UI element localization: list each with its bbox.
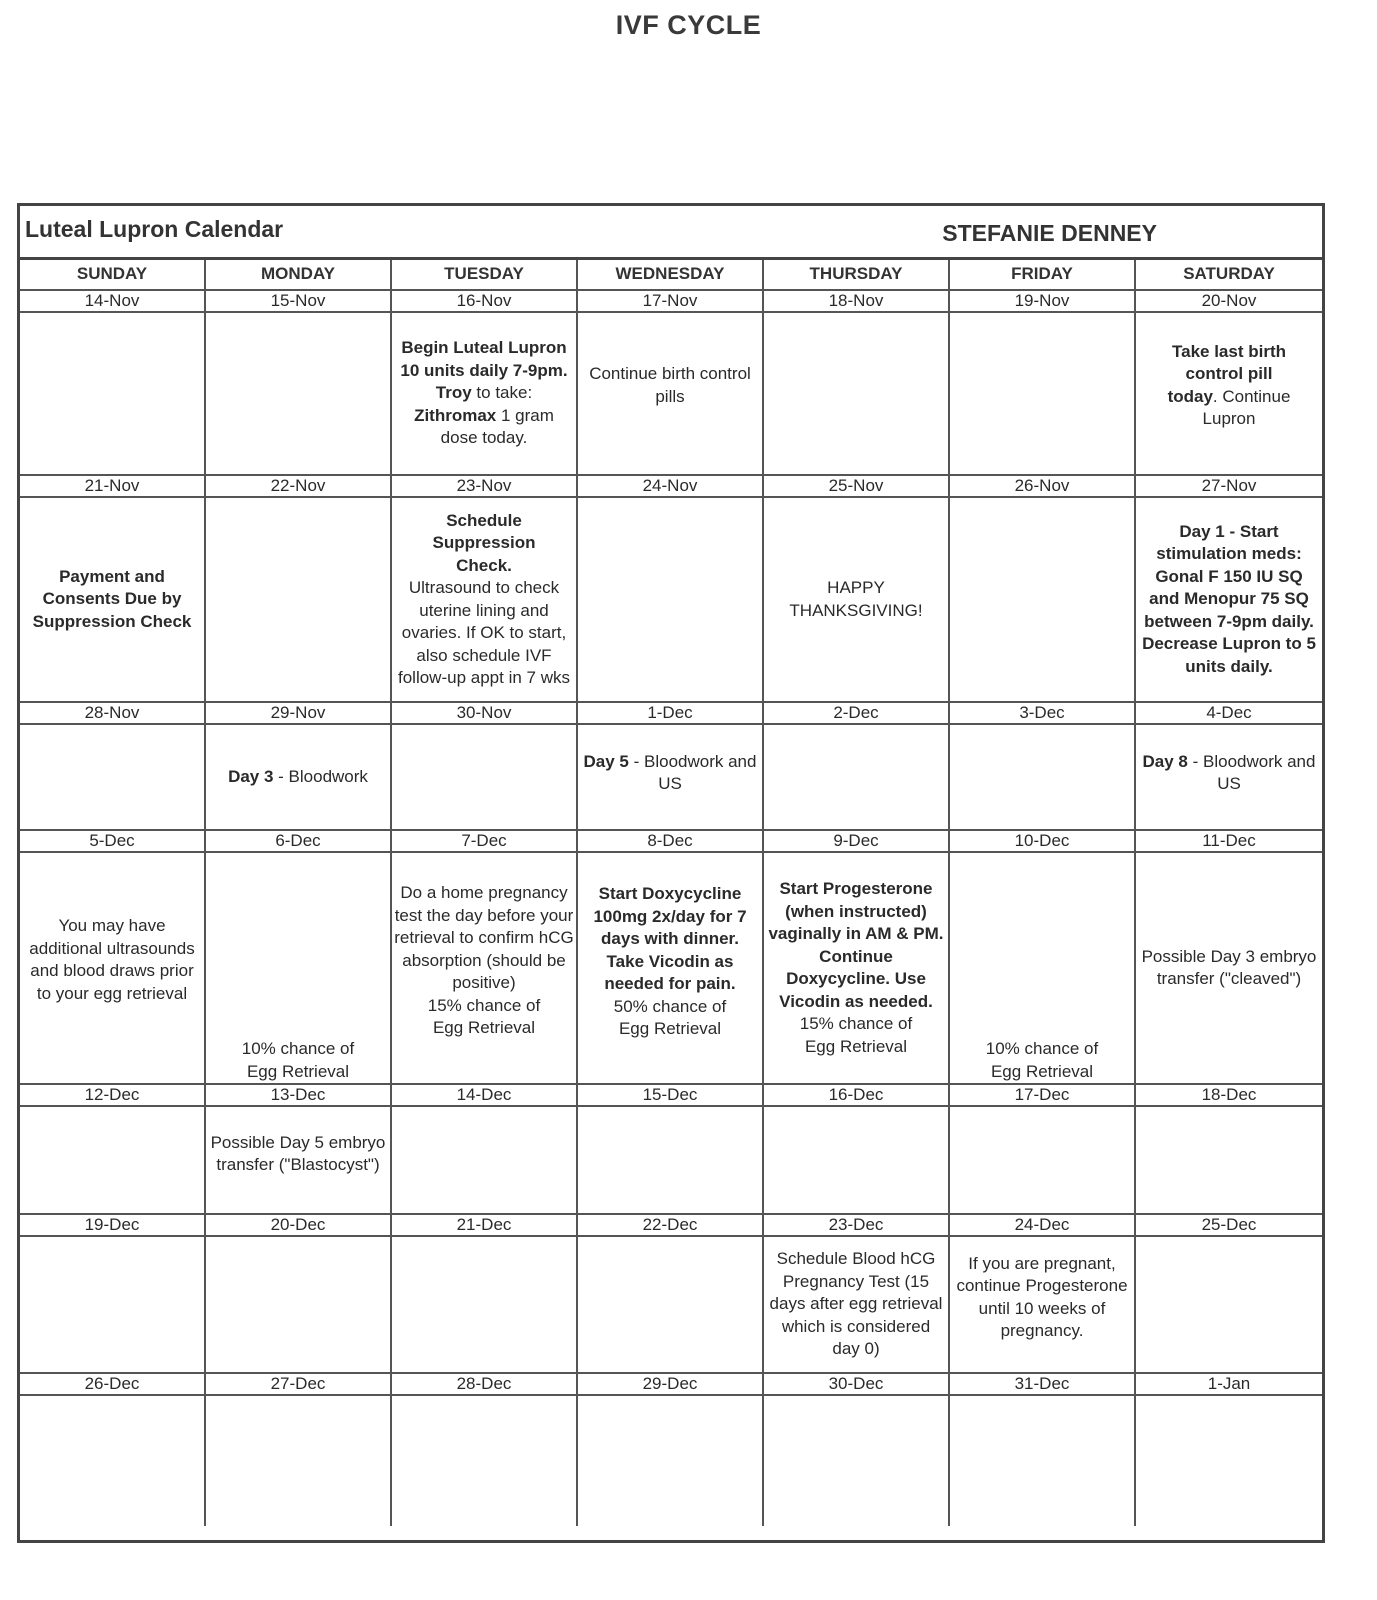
day-note-day5-transfer (206, 1107, 392, 1215)
patient-name: STEFANIE DENNEY (942, 220, 1157, 246)
note-text-bold: Start Progesterone (when instructed) vaginally in AM & PM. Continue Doxycycline. Use Vicodin as needed. (768, 879, 944, 1011)
note-line: 1 gram (496, 405, 554, 425)
day-note (950, 313, 1136, 476)
note-text: Possible Day 3 embryo transfer ("cleaved") (1141, 946, 1317, 988)
day-note-birth-control (578, 313, 764, 476)
day-note (578, 1237, 764, 1374)
day-note-doxycycline (578, 853, 764, 1085)
date-cell: 5-Dec (20, 831, 206, 853)
day-note-egg-retrieval-chance (206, 853, 392, 1085)
day-note (1136, 1396, 1322, 1526)
date-cell: 14-Dec (392, 1085, 578, 1107)
note-text-bold: Start Doxycycline 100mg 2x/day for 7 days with dinner. Take Vicodin as needed for pain. (593, 884, 747, 994)
date-cell: 30-Dec (764, 1374, 950, 1396)
day-note (764, 1107, 950, 1215)
day-note (1136, 1107, 1322, 1215)
date-cell: 1-Dec (578, 703, 764, 725)
day-note (578, 498, 764, 703)
day-note-pregnancy-test (392, 853, 578, 1085)
day-note-day3-transfer (1136, 853, 1322, 1085)
date-cell: 6-Dec (206, 831, 392, 853)
date-cell: 20-Dec (206, 1215, 392, 1237)
note-text-bold: Payment and Consents Due by Suppression Check (32, 566, 192, 631)
day-note (950, 1396, 1136, 1526)
date-cell: 30-Nov (392, 703, 578, 725)
day-note (20, 725, 206, 831)
note-text-bold: Schedule Suppression Check. (432, 510, 536, 575)
day-note (20, 1107, 206, 1215)
day-note-hcg-test (764, 1237, 950, 1374)
note-text: 15% chance of Egg Retrieval (799, 1014, 913, 1056)
day-note-payment (20, 498, 206, 703)
day-note (206, 498, 392, 703)
day-note (578, 1396, 764, 1526)
date-cell: 16-Dec (764, 1085, 950, 1107)
date-cell: 28-Nov (20, 703, 206, 725)
note-text: - Bloodwork and US (628, 751, 757, 793)
day-note (950, 1107, 1136, 1215)
date-cell: 17-Nov (578, 291, 764, 313)
day-note (578, 1107, 764, 1215)
note-line: to take: (471, 383, 533, 403)
date-cell: 22-Nov (206, 476, 392, 498)
day-note (206, 1396, 392, 1526)
date-cell: 26-Nov (950, 476, 1136, 498)
weekday-header: MONDAY (206, 260, 392, 291)
note-text: 50% chance of Egg Retrieval (613, 996, 727, 1039)
day-note (764, 1396, 950, 1526)
day-note (206, 1237, 392, 1374)
note-line: Troy (435, 383, 472, 403)
calendar-grid (20, 260, 1322, 1526)
date-cell: 7-Dec (392, 831, 578, 853)
date-cell: 27-Nov (1136, 476, 1322, 498)
date-cell: 1-Jan (1136, 1374, 1322, 1396)
day-note (392, 1107, 578, 1215)
date-cell: 18-Nov (764, 291, 950, 313)
calendar-name: Luteal Lupron Calendar (25, 216, 284, 242)
date-cell: 21-Dec (392, 1215, 578, 1237)
date-cell: 15-Dec (578, 1085, 764, 1107)
date-cell: 31-Dec (950, 1374, 1136, 1396)
weekday-header: THURSDAY (764, 260, 950, 291)
day-note-begin-lupron (392, 313, 578, 476)
day-note-day3 (206, 725, 392, 831)
date-cell: 29-Dec (578, 1374, 764, 1396)
date-cell: 11-Dec (1136, 831, 1322, 853)
day-note (20, 313, 206, 476)
date-cell: 19-Nov (950, 291, 1136, 313)
note-text-bold: Take last birth control pill today (1167, 341, 1286, 406)
weekday-header: FRIDAY (950, 260, 1136, 291)
date-cell: 23-Dec (764, 1215, 950, 1237)
day-note-suppression-check (392, 498, 578, 703)
note-text: - Bloodwork and US (1187, 751, 1316, 793)
note-text-bold: Day 8 (1142, 751, 1188, 771)
note-text: If you are pregnant, continue Progesterone until 10 weeks of pregnancy. (956, 1253, 1128, 1340)
note-text: 10% chance of Egg Retrieval (985, 1039, 1099, 1081)
day-note-day8 (1136, 725, 1322, 831)
note-text-bold: Day 1 - Start stimulation meds: Gonal F 150 IU SQ and Menopur 75 SQ between 7-9pm daily. Decrease Lupron to 5 units daily. (1142, 521, 1316, 676)
date-cell: 26-Dec (20, 1374, 206, 1396)
date-cell: 21-Nov (20, 476, 206, 498)
date-cell: 13-Dec (206, 1085, 392, 1107)
date-cell: 24-Dec (950, 1215, 1136, 1237)
note-text: HAPPY THANKSGIVING! (789, 578, 923, 620)
date-cell: 14-Nov (20, 291, 206, 313)
day-note-egg-retrieval-chance (950, 853, 1136, 1085)
document-title: IVF CYCLE (615, 10, 762, 40)
note-text: 15% chance of Egg Retrieval (427, 995, 541, 1038)
day-note (392, 725, 578, 831)
note-text: Ultrasound to check uterine lining and ovaries. If OK to start, also schedule IVF follow-up appt in 7 wks (398, 578, 570, 687)
day-note (392, 1237, 578, 1374)
note-text-bold: Day 3 (228, 766, 274, 786)
note-text: 10% chance of Egg Retrieval (241, 1039, 355, 1081)
day-note-additional-ultrasounds (20, 853, 206, 1085)
date-cell: 10-Dec (950, 831, 1136, 853)
day-note (950, 725, 1136, 831)
date-cell: 8-Dec (578, 831, 764, 853)
date-cell: 9-Dec (764, 831, 950, 853)
day-note (950, 498, 1136, 703)
date-cell: 4-Dec (1136, 703, 1322, 725)
day-note (764, 725, 950, 831)
date-cell: 2-Dec (764, 703, 950, 725)
date-cell: 19-Dec (20, 1215, 206, 1237)
date-cell: 22-Dec (578, 1215, 764, 1237)
note-text: Do a home pregnancy test the day before your retrieval to confirm hCG absorption (should be positive) (394, 883, 574, 993)
calendar-header (20, 206, 1322, 260)
note-text: Possible Day 5 embryo transfer ("Blastocyst") (210, 1132, 386, 1174)
day-note-start-stimulation (1136, 498, 1322, 703)
note-line: 10 units daily 7-9pm. (400, 360, 568, 380)
day-note (20, 1237, 206, 1374)
day-note (1136, 1237, 1322, 1374)
date-cell: 17-Dec (950, 1085, 1136, 1107)
date-cell: 25-Nov (764, 476, 950, 498)
note-text: You may have additional ultrasounds and blood draws prior to your egg retrieval (29, 916, 195, 1003)
day-note (392, 1396, 578, 1526)
date-cell: 27-Dec (206, 1374, 392, 1396)
date-cell: 16-Nov (392, 291, 578, 313)
note-text: Schedule Blood hCG Pregnancy Test (15 days after egg retrieval which is considered day 0) (769, 1249, 943, 1359)
date-cell: 20-Nov (1136, 291, 1322, 313)
weekday-header: SATURDAY (1136, 260, 1322, 291)
date-cell: 12-Dec (20, 1085, 206, 1107)
date-cell: 24-Nov (578, 476, 764, 498)
calendar-table (17, 203, 1325, 1543)
day-note-day5 (578, 725, 764, 831)
day-note (20, 1396, 206, 1526)
note-text: Continue birth control pills (589, 364, 751, 406)
date-cell: 15-Nov (206, 291, 392, 313)
day-note (764, 313, 950, 476)
day-note-continue-progesterone (950, 1237, 1136, 1374)
weekday-header: TUESDAY (392, 260, 578, 291)
date-cell: 25-Dec (1136, 1215, 1322, 1237)
date-cell: 28-Dec (392, 1374, 578, 1396)
date-cell: 23-Nov (392, 476, 578, 498)
note-text: - Bloodwork (273, 766, 368, 786)
day-note-last-pill (1136, 313, 1322, 476)
date-cell: 29-Nov (206, 703, 392, 725)
weekday-header: SUNDAY (20, 260, 206, 291)
note-line: dose today. (440, 428, 528, 448)
weekday-header: WEDNESDAY (578, 260, 764, 291)
day-note (206, 313, 392, 476)
date-cell: 18-Dec (1136, 1085, 1322, 1107)
note-line: Begin Luteal Lupron (401, 338, 567, 358)
note-text: . Continue Lupron (1202, 386, 1291, 428)
note-text-bold: Day 5 (583, 751, 629, 771)
date-cell: 3-Dec (950, 703, 1136, 725)
day-note-progesterone (764, 853, 950, 1085)
note-line: Zithromax (414, 405, 497, 425)
day-note-thanksgiving (764, 498, 950, 703)
